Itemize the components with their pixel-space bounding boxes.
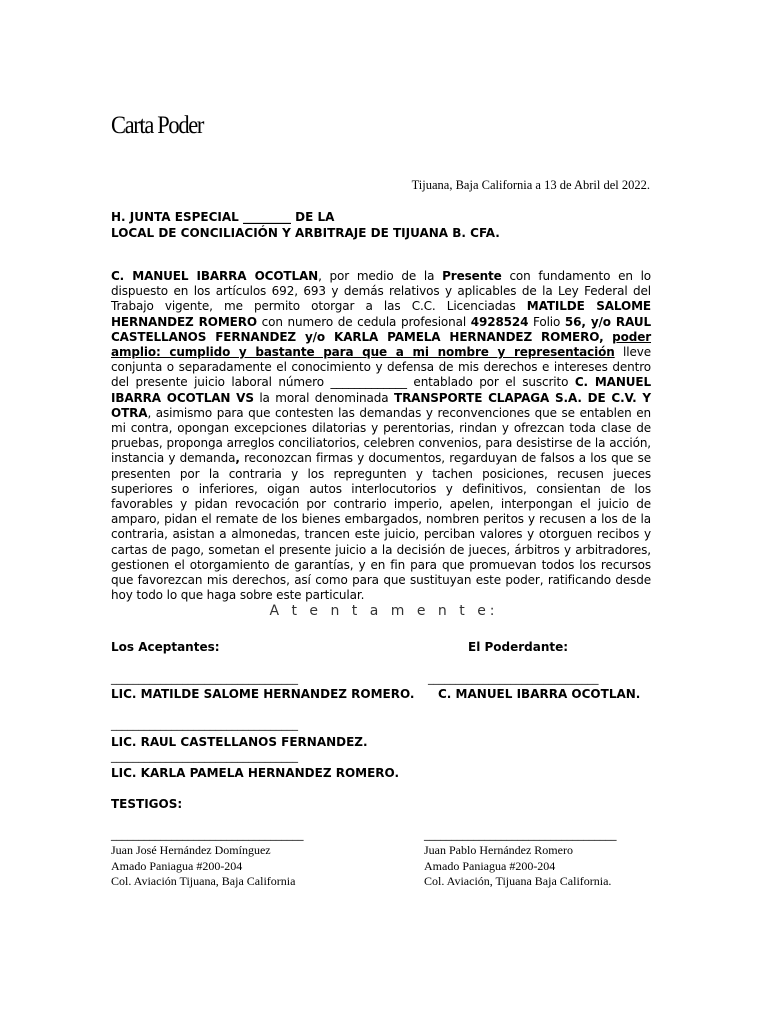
body-text: con numero de cedula profesional <box>256 314 471 329</box>
witnesses-label: TESTIGOS: <box>111 797 183 811</box>
document-title: Carta Poder <box>111 112 203 139</box>
company-name: TRANSPORTE CLAPAGA S.A. DE C.V. Y OTRA <box>111 390 651 420</box>
signature-line: __________________________________ <box>111 750 298 763</box>
body-text: Folio <box>528 314 565 329</box>
power-clause: poder amplio: cumplido y bastante para que a mi nombre y representación <box>111 329 652 360</box>
signature-line: __________________________________ <box>111 672 298 685</box>
witness-right-name: Juan Pablo Hernández Romero <box>424 843 573 857</box>
signature-line: ___________________________________ <box>424 828 617 841</box>
attorney-name: MATILDE SALOME HERNANDEZ ROMERO <box>111 299 651 329</box>
body-text: reconozcan firmas y documentos, regarduyan de falsos a los que se presenten por la contraria y los repregunten y tachen posiciones, recusen jueces superiores o inferiores, oigan autos interlocutorios y definitivos, consientan de los favorables y pidan revocación por contrario imperio, apelen, interpongan el juicio de amparo, pidan el remate de los bienes embargados, nombren peritos y recusen a los de la contraria, asistan a almonedas, trancen este juicio, perciban valores y otorguen recibos y cartas de pago, sometan el presente juicio a la decisión de jueces, árbitros y arbitradores, gestionen el otorgamiento de garantías, y en fin para que promuevan todos los recursos que favorezcan mis derechos, así como para que sustituyan este poder, ratificando desde hoy todo lo que haga sobre este particular. <box>111 451 651 603</box>
poderdante-label: El Poderdante: <box>468 640 569 654</box>
signature-line: __________________________________ <box>111 718 298 731</box>
witness-left-name: Juan José Hernández Domínguez <box>111 843 271 857</box>
witness-left <box>111 843 295 890</box>
aceptantes-label: Los Aceptantes: <box>111 640 220 654</box>
body-text: lleve conjunta o separadamente el conocimiento y defensa de mis derechos e intereses dentro del presente juicio laboral número _____________ entablado por el suscrito <box>111 345 651 390</box>
case-parties: C. MANUEL IBARRA OCOTLAN VS <box>111 375 651 405</box>
aceptante-1-name: LIC. MATILDE SALOME HERNANDEZ ROMERO. <box>111 687 415 701</box>
date-line: Tijuana, Baja California a 13 de Abril del 2022. <box>411 178 650 192</box>
body-bold: , <box>235 451 240 466</box>
signature-line: ___________________________________ <box>111 828 304 841</box>
body-bold: Presente <box>442 269 502 283</box>
witness-left-address-2: Col. Aviación Tijuana, Baja California <box>111 874 296 888</box>
aceptante-2-name: LIC. RAUL CASTELLANOS FERNANDEZ. <box>111 735 368 749</box>
aceptante-3-name: LIC. KARLA PAMELA HERNANDEZ ROMERO. <box>111 766 400 780</box>
body-text: , asimismo para que contesten las demandas y reconvenciones que se entablen en mi contra, opongan excepciones dilatorias y perentorias, rindan y ofrezcan toda clase de pruebas, proponga arreglos conciliatorios, celebren convenios, para desistirse de la acción, instancia y demanda <box>111 405 651 466</box>
body-text: la moral denominada <box>253 390 394 405</box>
poderdante-name: C. MANUEL IBARRA OCOTLAN. <box>438 687 641 701</box>
closing-salutation: A t e n t a m e n t e: <box>269 603 499 619</box>
signature-line: _______________________________ <box>428 672 599 685</box>
witness-right-address-2: Col. Aviación, Tijuana Baja California. <box>424 874 612 888</box>
witness-right-address-1: Amado Paniagua #200-204 <box>424 858 556 873</box>
body-text: con fundamento en lo dispuesto en los artículos 692, 693 y demás relativos y aplicables de la Ley Federal del Trabajo vigente, me permito otorgar a las C.C. Licenciadas <box>111 269 652 314</box>
license-number: 4928524 <box>470 314 529 329</box>
attorney-names: 56, y/o RAUL CASTELLANOS FERNANDEZ y/o KARLA PAMELA HERNANDEZ ROMERO, <box>111 314 652 344</box>
witness-left-address-1: Amado Paniagua #200-204 <box>111 858 243 873</box>
addressee-line-1: H. JUNTA ESPECIAL ________ DE LA <box>111 210 335 224</box>
grantor-name: C. MANUEL IBARRA OCOTLAN <box>111 269 319 283</box>
witness-right <box>424 843 611 890</box>
body-paragraph <box>111 269 651 603</box>
body-text: , por medio de la <box>318 269 443 283</box>
addressee-line-2: LOCAL DE CONCILIACIÓN Y ARBITRAJE DE TIJUANA B. CFA. <box>111 226 500 240</box>
